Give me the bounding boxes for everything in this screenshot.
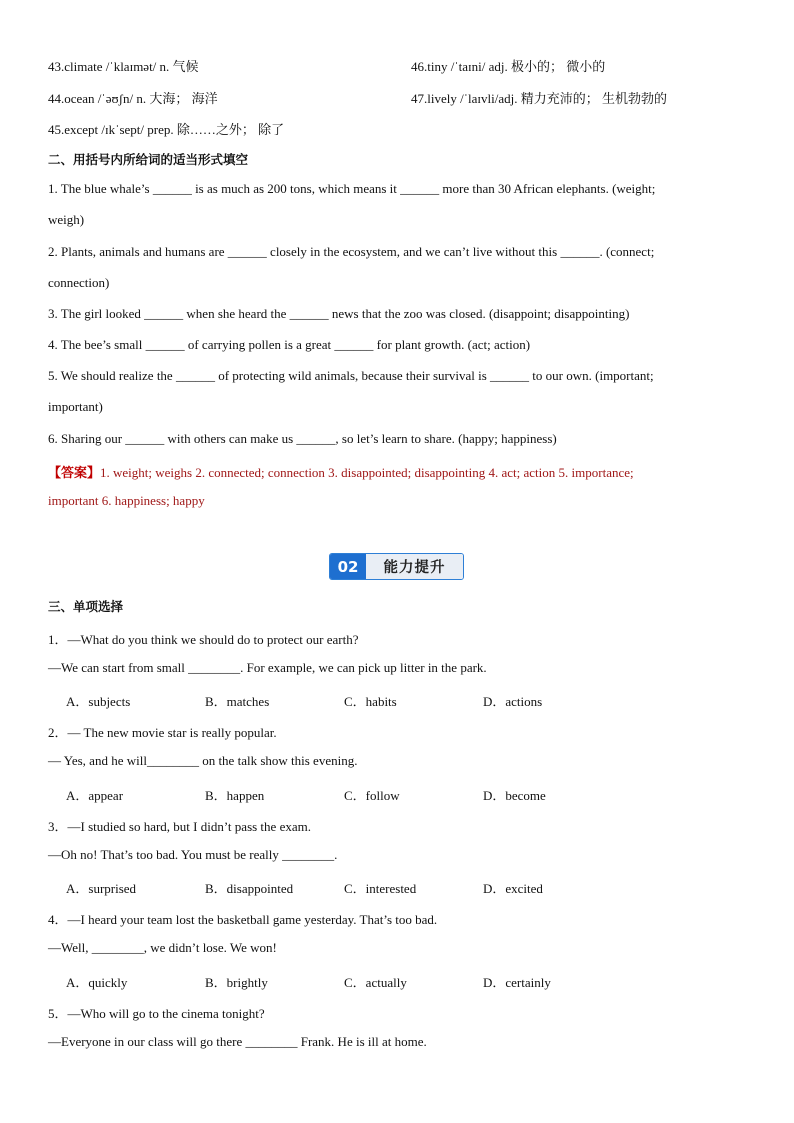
options-row	[66, 691, 622, 710]
vocab-line: 47.lively /ˈlaɪvli/adj. 精力充沛的； 生机勃勃的	[411, 91, 668, 106]
question-text: — Yes, and he will________ on the talk show this evening.	[48, 753, 358, 768]
question-text: 1．—What do you think we should do to protect our earth?	[48, 632, 359, 647]
option-a[interactable]: A．surprised	[66, 881, 137, 896]
vocab-line: 46.tiny /ˈtaɪni/ adj. 极小的； 微小的	[411, 59, 606, 74]
option-d[interactable]: D．become	[483, 788, 546, 803]
badge-number: 02	[330, 554, 366, 579]
section-badge	[329, 553, 464, 580]
answer-line	[48, 462, 634, 481]
option-d[interactable]: D．certainly	[483, 975, 551, 990]
question-text: 3．—I studied so hard, but I didn’t pass the exam.	[48, 819, 311, 834]
exercise-line: important)	[48, 399, 103, 414]
option-c[interactable]: C．interested	[344, 881, 417, 896]
vocab-line: 45.except /ɪkˈsept/ prep. 除……之外； 除了	[48, 122, 285, 137]
question-text: —We can start from small ________. For example, we can pick up litter in the park.	[48, 660, 487, 675]
option-c[interactable]: C．actually	[344, 975, 407, 990]
option-a[interactable]: A．quickly	[66, 975, 128, 990]
answer-line: important 6. happiness; happy	[48, 493, 205, 508]
option-d[interactable]: D．excited	[483, 881, 543, 896]
option-b[interactable]: B．disappointed	[205, 881, 294, 896]
question-text: 2．— The new movie star is really popular.	[48, 725, 277, 740]
exercise-line: weigh)	[48, 212, 85, 227]
question-text: —Oh no! That’s too bad. You must be really ________.	[48, 847, 338, 862]
vocab-line: 43.climate /ˈklaɪmət/ n. 气候	[48, 59, 199, 74]
option-b[interactable]: B．matches	[205, 694, 270, 709]
badge-title: 能力提升	[366, 554, 463, 579]
exercise-line: connection)	[48, 275, 110, 290]
exercise-line: 1. The blue whale’s ______ is as much as 200 tons, which means it ______ more than 30 African elephants. (weight;	[48, 181, 656, 196]
options-row	[66, 972, 622, 991]
option-c[interactable]: C．follow	[344, 788, 400, 803]
question-text: 4．—I heard your team lost the basketball game yesterday. That’s too bad.	[48, 912, 438, 927]
exercise-line: 5. We should realize the ______ of protecting wild animals, because their survival is ______ to our own. (important;	[48, 368, 654, 383]
exercise-line: 4. The bee’s small ______ of carrying pollen is a great ______ for plant growth. (act; action)	[48, 337, 531, 352]
options-row	[66, 785, 622, 804]
option-c[interactable]: C．habits	[344, 694, 397, 709]
section-heading: 二、用括号内所给词的适当形式填空	[48, 152, 249, 167]
vocab-line: 44.ocean /ˈəʊʃn/ n. 大海； 海洋	[48, 91, 218, 106]
question-text: —Everyone in our class will go there ________ Frank. He is ill at home.	[48, 1034, 427, 1049]
options-row	[66, 878, 622, 897]
question-text: —Well, ________, we didn’t lose. We won!	[48, 940, 277, 955]
option-a[interactable]: A．appear	[66, 788, 124, 803]
question-text: 5．—Who will go to the cinema tonight?	[48, 1006, 265, 1021]
option-a[interactable]: A．subjects	[66, 694, 131, 709]
option-b[interactable]: B．happen	[205, 788, 265, 803]
option-d[interactable]: D．actions	[483, 694, 543, 709]
exercise-line: 2. Plants, animals and humans are ______ closely in the ecosystem, and we can’t live without this ______. (connect;	[48, 244, 655, 259]
exercise-line: 6. Sharing our ______ with others can make us ______, so let’s learn to share. (happy; happiness)	[48, 431, 557, 446]
exercise-line: 3. The girl looked ______ when she heard the ______ news that the zoo was closed. (disappoint; disappointing)	[48, 306, 630, 321]
answer-text: 1. weight; weighs 2. connected; connection 3. disappointed; disappointing 4. act; action 5. importance;	[100, 465, 634, 480]
option-b[interactable]: B．brightly	[205, 975, 268, 990]
section-heading: 三、单项选择	[48, 599, 124, 614]
answer-label: 【答案】	[48, 466, 101, 481]
